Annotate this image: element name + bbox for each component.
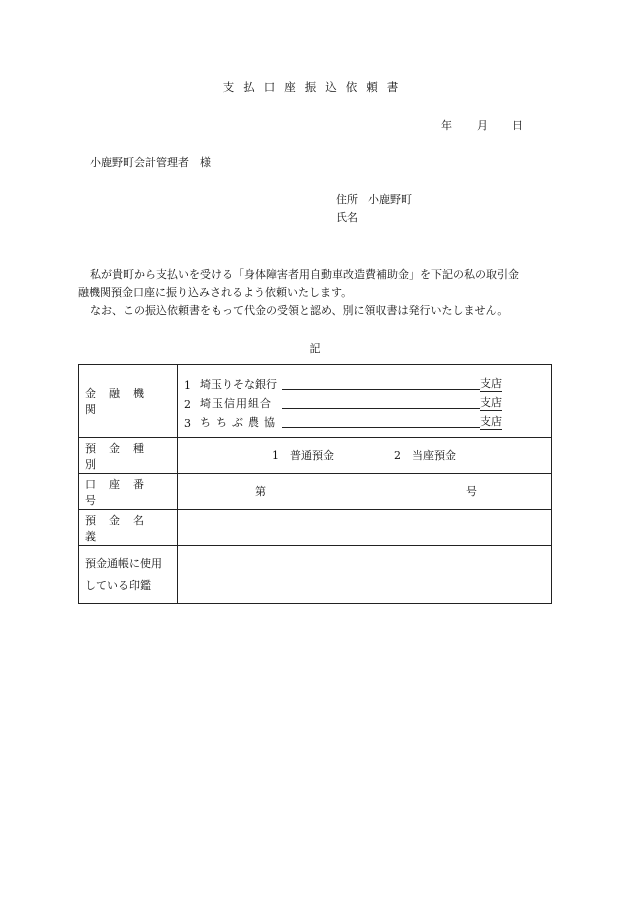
seal-label-cell [79,546,178,604]
institution-3-number: 3 [184,416,191,430]
financial-institution-label-cell [79,365,178,438]
account-type-label: 預金種別 [85,441,157,471]
ki-marker: 記 [309,342,321,355]
institution-2-branch-suffix: 支店 [480,395,502,409]
institution-option-2[interactable] [178,392,551,411]
seal-label-line-1: 預金通帳に使用 [85,556,162,570]
account-type-options[interactable] [178,438,552,474]
institution-1-branch-suffix: 支店 [480,376,502,390]
account-number-label-cell [79,474,178,510]
date-day-label: 日 [512,119,523,132]
institution-3-name: ちちぶ農協 [200,415,280,429]
institution-2-number: 2 [184,397,191,411]
institution-1-branch-blank[interactable] [282,377,480,390]
account-number-suffix: 号 [466,484,477,498]
financial-institution-options[interactable] [178,365,552,438]
financial-institution-label [79,385,177,417]
account-number-field[interactable] [178,474,552,510]
institution-3-branch-blank[interactable] [282,415,480,428]
row-seal [79,546,552,604]
applicant-address [336,193,412,207]
account-type-option-current[interactable]: 当座預金 [412,448,456,462]
row-financial-institution [79,365,552,438]
account-type-option-2-number: 2 [394,448,401,462]
account-holder-label-cell [79,510,178,546]
body-line-1: 私が貴町から支払いを受ける「身体障害者用自動車改造費補助金」を下記の私の取引金 [90,268,519,281]
institution-1-number: 1 [184,378,191,392]
institution-3-branch-suffix: 支店 [480,414,502,428]
row-account-type [79,438,552,474]
document-title: 支払口座振込依頼書 [222,80,408,94]
date-year-label: 年 [441,119,452,132]
institution-option-1[interactable] [178,373,551,392]
address-label: 住所 [336,193,358,206]
transfer-form-table [78,364,552,604]
address-value: 小鹿野町 [368,193,412,206]
account-number-prefix: 第 [255,484,266,498]
account-number-label: 口座番号 [85,477,157,507]
institution-2-branch-blank[interactable] [282,396,480,409]
seal-stamp-field[interactable] [178,546,552,604]
body-line-3: なお、この振込依頼書をもって代金の受領と認め、別に領収書は発行いたしません。 [90,304,509,317]
account-holder-field[interactable] [178,510,552,546]
applicant-name-label: 氏名 [336,211,358,224]
financial-institution-label-text: 金融機関 [85,387,157,416]
institution-option-3[interactable] [178,411,551,430]
institution-1-name: 埼玉りそな銀行 [200,377,277,391]
date-month-label: 月 [477,119,488,132]
seal-label-line-2: している印鑑 [85,578,151,592]
row-account-number [79,474,552,510]
account-holder-label: 預金名義 [85,513,157,543]
account-type-option-ordinary[interactable]: 普通預金 [290,448,334,462]
body-line-2: 融機関預金口座に振り込みされるよう依頼いたします。 [78,286,353,299]
row-account-holder [79,510,552,546]
institution-2-name: 埼玉信用組合 [200,396,272,410]
addressee: 小鹿野町会計管理者 様 [90,156,211,169]
account-type-option-1-number: 1 [272,448,279,462]
account-type-label-cell [79,438,178,474]
